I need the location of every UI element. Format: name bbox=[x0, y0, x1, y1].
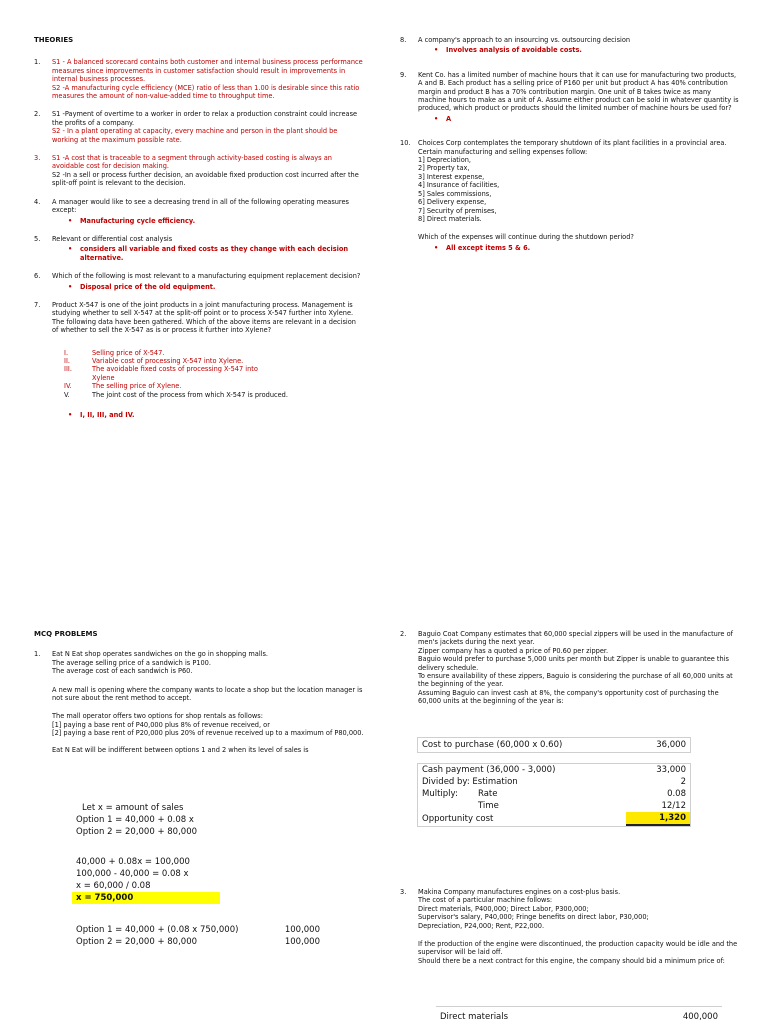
question: A company's approach to an insourcing vs. outsourcing decision bbox=[418, 36, 631, 44]
mcq-problem-1 bbox=[34, 650, 364, 737]
mcq-problem-2 bbox=[400, 630, 740, 716]
sheet-cell: Multiply: bbox=[422, 789, 458, 799]
statement: S2 - In a plant operating at capacity, every machine and person in the plant should be working at the maximum possible rate. bbox=[52, 127, 338, 144]
answer: • I, II, III, and IV. bbox=[52, 411, 364, 419]
spreadsheet bbox=[72, 802, 201, 838]
theory-item-8 bbox=[400, 36, 740, 55]
text-line: Baguio Coat Company estimates that 60,000 special zippers will be used in the manufacture of men's jackets during the next year. bbox=[418, 630, 733, 647]
text-line: [2] paying a base rent of P20,000 plus 20% of revenue received up to a maximum of P80,000. bbox=[52, 729, 364, 738]
text-line: Zipper company has a quoted a price of P0.60 per zipper. bbox=[418, 646, 609, 655]
sheet-cell: 40,000 + 0.08x = 100,000 bbox=[76, 857, 190, 867]
roman-list bbox=[52, 349, 364, 399]
text-line: The mall operator offers two options for shop rentals as follows: bbox=[52, 712, 263, 721]
answer: • Involves analysis of avoidable costs. bbox=[418, 46, 740, 54]
roman-item: I. Selling price of X-547. bbox=[64, 348, 165, 357]
text-line: If the production of the engine were discontinued, the production capacity would be idle and the supervisor will be laid off. bbox=[418, 940, 738, 957]
theory-item-1 bbox=[34, 58, 364, 100]
text-line: Direct materials, P400,000; Direct Labor, P300,000; bbox=[418, 904, 589, 913]
answer: • Manufacturing cycle efficiency. bbox=[52, 217, 364, 225]
item-number: 7. bbox=[34, 300, 41, 309]
item-number: 8. bbox=[400, 36, 407, 44]
spreadsheet bbox=[72, 924, 324, 948]
question: Eat N Eat will be indifferent between options 1 and 2 when its level of sales is bbox=[52, 745, 309, 754]
theory-item-2 bbox=[34, 110, 364, 144]
question: Which of the following is most relevant to a manufacturing equipment replacement decision? bbox=[52, 272, 361, 281]
question: Kent Co. has a limited number of machine hours that it can use for manufacturing two products, A and B. Each product has a selling price of P160 per unit but product A has 40% contribution margin and product B has a 70% contribution margin. One unit of B takes twice as many machine hours to make as a unit of A. Assume either product can be sold in whatever quantity is produced, which product or products should the limited number of machine hours be used for? bbox=[418, 70, 739, 113]
item-number: 1. bbox=[34, 58, 41, 67]
list-item: 6] Delivery expense, bbox=[418, 198, 487, 207]
sheet-equations bbox=[72, 802, 201, 838]
sheet-cell: Cost to purchase (60,000 x 0.60) bbox=[422, 740, 563, 750]
text-line: [1] paying a base rent of P40,000 plus 8% of revenue received, or bbox=[52, 720, 270, 729]
theory-item-5 bbox=[34, 235, 364, 262]
item-number: 3. bbox=[34, 154, 41, 163]
sheet-cell: Let x = amount of sales bbox=[82, 803, 184, 813]
sheet-cell bbox=[418, 800, 474, 812]
table-row bbox=[418, 738, 690, 752]
sheet-cell: Time bbox=[478, 801, 499, 811]
question: Relevant or differential cost analysis bbox=[52, 234, 173, 243]
item-number: 2. bbox=[400, 630, 407, 638]
statement: S1 - A balanced scorecard contains both customer and internal business process performance measures since improvements in customer satisfaction should result in improvements in internal business processes. bbox=[52, 58, 363, 84]
theory-item-4 bbox=[34, 198, 364, 225]
item-number: 6. bbox=[34, 272, 41, 281]
question: A manager would like to see a decreasing trend in all of the following operating measures except: bbox=[52, 197, 349, 215]
list-item: 3] Interest expense, bbox=[418, 172, 485, 181]
list-item: 2] Property tax, bbox=[418, 164, 470, 173]
text-line: Eat N Eat shop operates sandwiches on the go in shopping malls. bbox=[52, 650, 269, 659]
sheet-cell: Cash payment (36,000 - 3,000) bbox=[422, 765, 556, 775]
sheet-cell: Rate bbox=[478, 789, 498, 799]
statement: S1 -Payment of overtime to a worker in order to relax a production constraint could increase the profits of a company. bbox=[52, 110, 358, 127]
theories-section bbox=[34, 36, 364, 429]
answer-cell: x = 750,000 bbox=[72, 892, 220, 904]
theory-item-3 bbox=[34, 154, 364, 188]
table-row bbox=[72, 924, 324, 936]
table-row bbox=[418, 764, 690, 776]
list-item: 8] Direct materials. bbox=[418, 214, 482, 223]
spreadsheet bbox=[436, 1006, 722, 1023]
sheet-cell: 0.08 bbox=[667, 789, 686, 799]
text-line: Assuming Baguio can invest cash at 8%, the company's opportunity cost of purchasing the 60,000 units at the beginning of the year is: bbox=[418, 688, 719, 706]
problem-text bbox=[400, 888, 740, 965]
sheet-cell: Direct materials bbox=[440, 1012, 509, 1022]
theory-item-10 bbox=[400, 139, 740, 252]
question: Product X-547 is one of the joint products in a joint manufacturing process. Management is studying whether to sell X-547 at the split-off point or to process X-547 further into Xylene. The following data have been gathered. Which of the above items are relevant in a decision of whether to sell the X-547 as is or process it further into Xylene? bbox=[52, 300, 356, 335]
expense-list bbox=[418, 156, 740, 223]
list-item: 1] Depreciation, bbox=[418, 156, 472, 165]
item-number: 9. bbox=[400, 70, 407, 79]
roman-item: IV. The selling price of Xylene. bbox=[64, 382, 182, 391]
item-number: 1. bbox=[34, 650, 41, 659]
answer: • A bbox=[418, 115, 740, 123]
table-row bbox=[418, 776, 690, 788]
theory-item-6 bbox=[34, 272, 364, 291]
sheet-cell: x = 60,000 / 0.08 bbox=[76, 881, 151, 891]
statement: S1 -A cost that is traceable to a segment through activity-based costing is always an avoidable cost for decision making. bbox=[52, 154, 332, 171]
item-number: 3. bbox=[400, 888, 407, 896]
theory-item-7 bbox=[34, 301, 364, 419]
sheet-cell: 36,000 bbox=[656, 740, 686, 750]
sheet-cell: Option 2 = 20,000 + 80,000 bbox=[76, 937, 198, 947]
answer: • considers all variable and fixed costs as they change with each decision alternative. bbox=[52, 245, 364, 262]
statement: S2 -In a sell or process further decision, an avoidable fixed production cost incurred after the split-off point is relevant to the decision. bbox=[52, 170, 359, 188]
answer-cell: 1,320 bbox=[626, 812, 690, 825]
text-line: A new mall is opening where the company wants to locate a shop but the location manager is not sure about the rent method to accept. bbox=[52, 685, 363, 703]
text-line: Supervisor's salary, P40,000; Fringe benefits on direct labor, P30,000; bbox=[418, 913, 649, 922]
theory-item-9 bbox=[400, 71, 740, 123]
list-item: 7] Security of premises, bbox=[418, 206, 497, 215]
item-number: 10. bbox=[400, 139, 411, 148]
text-line: Makina Company manufactures engines on a cost-plus basis. bbox=[418, 888, 621, 896]
sheet-solution bbox=[72, 856, 220, 904]
section-title: THEORIES bbox=[34, 36, 74, 44]
sheet-cell: Option 2 = 20,000 + 80,000 bbox=[76, 827, 198, 837]
answer: • All except items 5 & 6. bbox=[418, 244, 740, 252]
sheet-cell: 100,000 - 40,000 = 0.08 x bbox=[76, 869, 189, 879]
question: Which of the expenses will continue during the shutdown period? bbox=[418, 233, 634, 242]
list-item: 4] Insurance of facilities, bbox=[418, 181, 500, 190]
section-title: MCQ PROBLEMS bbox=[34, 630, 98, 638]
table-row bbox=[418, 788, 690, 800]
sheet-cell: 12/12 bbox=[661, 801, 686, 811]
sheet-cell: Option 1 = 40,000 + (0.08 x 750,000) bbox=[76, 925, 239, 935]
sheet-cell: Option 1 = 40,000 + 0.08 x bbox=[76, 815, 194, 825]
opportunity-cost-sheet bbox=[418, 738, 690, 826]
mcq-section bbox=[34, 630, 364, 754]
answer: • Disposal price of the old equipment. bbox=[52, 283, 364, 291]
text-line: The cost of a particular machine follows: bbox=[418, 896, 553, 905]
spreadsheet bbox=[72, 856, 220, 904]
theories-right bbox=[400, 36, 740, 262]
text-line: Depreciation, P24,000; Rent, P22,000. bbox=[418, 921, 545, 930]
sheet-cell: 33,000 bbox=[656, 765, 686, 775]
spreadsheet bbox=[418, 764, 690, 826]
question: Choices Corp contemplates the temporary shutdown of its plant facilities in a provincial area. Certain manufacturing and selling expenses follow: bbox=[418, 139, 727, 156]
problem-text bbox=[400, 630, 740, 706]
text-line: The average selling price of a sandwich is P100. bbox=[52, 658, 211, 667]
text-line: Should there be a next contract for this engine, the company should bid a minimum price of: bbox=[418, 956, 725, 965]
bid-sheet bbox=[436, 1006, 722, 1023]
roman-item: II. Variable cost of processing X-547 into Xylene. bbox=[64, 356, 244, 365]
item-number: 5. bbox=[34, 234, 41, 243]
sheet-check bbox=[72, 924, 324, 948]
roman-item: V. The joint cost of the process from which X-547 is produced. bbox=[64, 390, 288, 399]
table-row bbox=[436, 1007, 722, 1024]
statement: S2 -A manufacturing cycle efficiency (MCE) ratio of less than 1.00 is desirable since this ratio measures the amount of non-value-added time to throughput time. bbox=[52, 83, 360, 101]
sheet-cell: 400,000 bbox=[682, 1012, 718, 1022]
table-row bbox=[418, 812, 690, 825]
sheet-cell: 100,000 bbox=[284, 925, 320, 935]
list-item: 5] Sales commissions, bbox=[418, 189, 492, 198]
sheet-cell: 2 bbox=[680, 777, 686, 787]
item-number: 2. bbox=[34, 110, 41, 119]
mcq-problem-3 bbox=[400, 888, 740, 975]
sheet-cell: 100,000 bbox=[284, 937, 320, 947]
sheet-cell: Opportunity cost bbox=[422, 813, 494, 824]
item-number: 4. bbox=[34, 197, 41, 206]
spreadsheet bbox=[418, 738, 690, 752]
table-row bbox=[72, 936, 324, 948]
sheet-cell: Divided by: Estimation bbox=[422, 777, 518, 787]
roman-item: III. The avoidable fixed costs of processing X-547 into Xylene bbox=[64, 365, 258, 382]
table-row bbox=[418, 800, 690, 812]
text-line: The average cost of each sandwich is P60. bbox=[52, 667, 193, 676]
text-line: To ensure availability of these zippers, Baguio is considering the purchase of all 60,000 units at the beginning of the year. bbox=[418, 672, 733, 689]
text-line: Baguio would prefer to purchase 5,000 units per month but Zipper is unable to guarantee this delivery schedule. bbox=[418, 655, 729, 672]
